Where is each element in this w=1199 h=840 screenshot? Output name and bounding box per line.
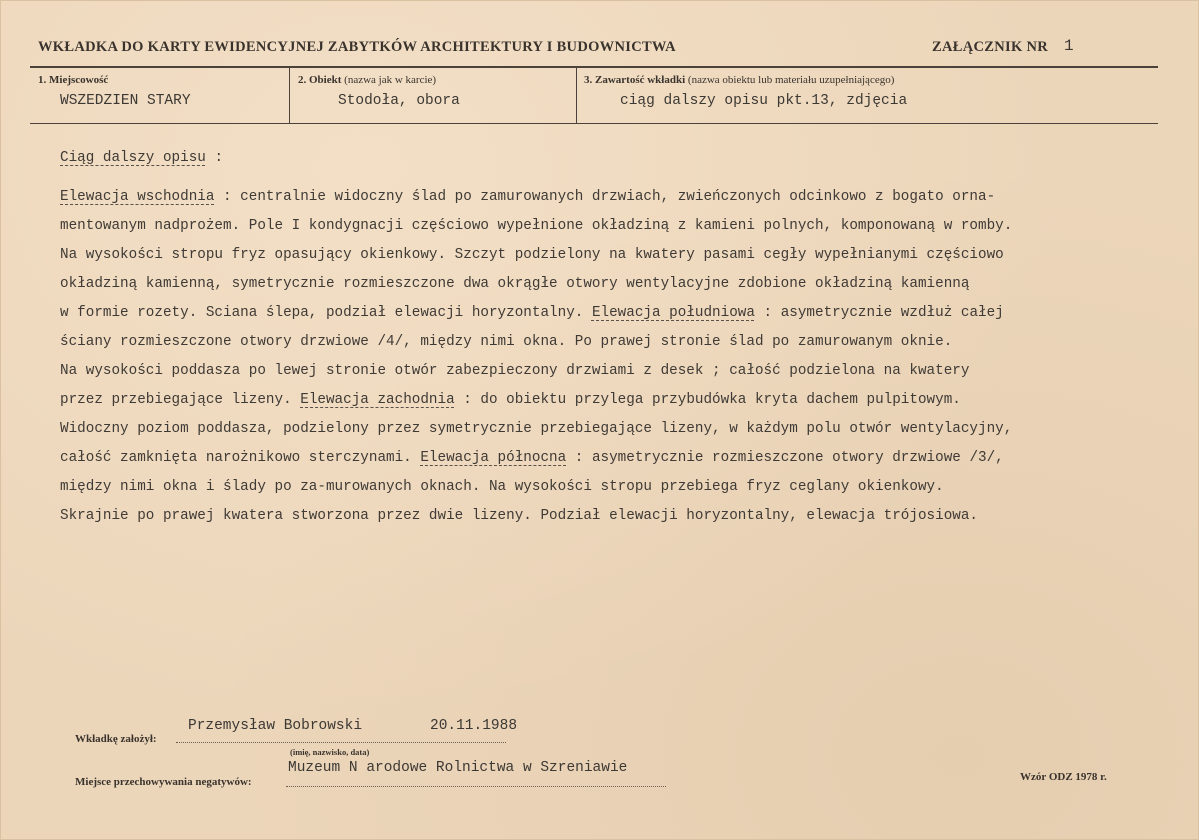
text-line: w formie rozety. Sciana ślepa, podział elewacji horyzontalny. Elewacja południowa : asymetrycznie wzdłuż całej bbox=[60, 305, 1004, 321]
object-value: Stodoła, obora bbox=[338, 93, 460, 109]
object-label-note: (nazwa jak w karcie) bbox=[344, 74, 437, 86]
content-label-note: (nazwa obiektu lub materiału uzupełniającego) bbox=[687, 74, 895, 86]
content-label: 3. Zawartość wkładki (nazwa obiektu lub materiału uzupełniającego) bbox=[584, 74, 895, 86]
heading-text: Ciąg dalszy opisu bbox=[60, 150, 206, 166]
founder-date: 20.11.1988 bbox=[430, 718, 518, 734]
header-top-rule bbox=[30, 66, 1158, 68]
form-code: Wzór ODZ 1978 r. bbox=[1020, 771, 1107, 783]
text-line: Skrajnie po prawej kwatera stworzona przez dwie lizeny. Podział elewacji horyzontalny, elewacja trójosiowa. bbox=[60, 508, 979, 524]
founder-name: Przemysław Bobrowski bbox=[188, 718, 363, 734]
attachment-number: 1 bbox=[1064, 37, 1074, 55]
text-line: całość zamknięta narożnikowo sterczynami. Elewacja północna : asymetrycznie rozmieszczone otwory drzwiowe /3/, bbox=[60, 450, 1004, 466]
object-label: 2. Obiekt (nazwa jak w karcie) bbox=[298, 74, 437, 86]
text-line: ściany rozmieszczone otwory drzwiowe /4/, między nimi okna. Po prawej stronie ślad po zamurowanym oknie. bbox=[60, 334, 953, 350]
text-line: przez przebiegające lizeny. Elewacja zachodnia : do obiektu przylega przybudówka kryta dachem pulpitowym. bbox=[60, 392, 961, 408]
text-line: Na wysokości stropu fryz opasujący okienkowy. Szczyt podzielony na kwatery pasami cegły wypełnianymi częściowo bbox=[60, 247, 1004, 263]
section-heading: Elewacja północna bbox=[420, 450, 567, 466]
field-divider-1 bbox=[289, 67, 290, 123]
section-heading: Elewacja południowa bbox=[591, 305, 755, 321]
form-title: WKŁADKA DO KARTY EWIDENCYJNEJ ZABYTKÓW ARCHITEKTURY I BUDOWNICTWA bbox=[38, 39, 676, 55]
text-line: Na wysokości poddasza po lewej stronie otwór zabezpieczony drzwiami z desek ; całość podzielona na kwatery bbox=[60, 363, 970, 379]
section-heading: Elewacja zachodnia bbox=[300, 392, 455, 408]
attachment-label: ZAŁĄCZNIK NR bbox=[932, 39, 1048, 55]
text-line: między nimi okna i ślady po za-murowanych oknach. Na wysokości stropu przebiega fryz ceglany okienkowy. bbox=[60, 479, 944, 495]
text-line: Widoczny poziom poddasza, podzielony przez symetrycznie przebiegające lizeny, w każdym polu otwór wentylacyjny, bbox=[60, 421, 1013, 437]
section-heading: Elewacja wschodnia bbox=[60, 189, 215, 205]
description-heading: Ciąg dalszy opisu : bbox=[60, 150, 224, 166]
field-divider-2 bbox=[576, 67, 577, 123]
text-line: Elewacja wschodnia : centralnie widoczny ślad po zamurowanych drzwiach, zwieńczonych odcinkowo z bogato orna- bbox=[60, 189, 996, 205]
header-bottom-rule bbox=[30, 123, 1158, 124]
text-line: mentowanym nadprożem. Pole I kondygnacji częściowo wypełnione okładziną z kamieni polnych, komponowaną w romby. bbox=[60, 218, 1013, 234]
place-value: WSZEDZIEN STARY bbox=[60, 93, 191, 109]
text-line: okładziną kamienną, symetrycznie rozmieszczone dwa okrągłe otwory wentylacyjne zdobione okładziną kamienną bbox=[60, 276, 970, 292]
place-label: 1. Miejscowość bbox=[38, 74, 109, 86]
founder-dotted-line bbox=[176, 742, 506, 743]
content-value: ciąg dalszy opisu pkt.13, zdjęcia bbox=[620, 93, 908, 109]
storage-dotted-line bbox=[286, 786, 666, 787]
storage-label: Miejsce przechowywania negatywów: bbox=[75, 776, 252, 788]
storage-value: Muzeum N arodowe Rolnictwa w Szreniawie bbox=[288, 760, 628, 776]
founder-note: (imię, nazwisko, data) bbox=[290, 747, 370, 757]
founder-label: Wkładkę założył: bbox=[75, 733, 157, 745]
